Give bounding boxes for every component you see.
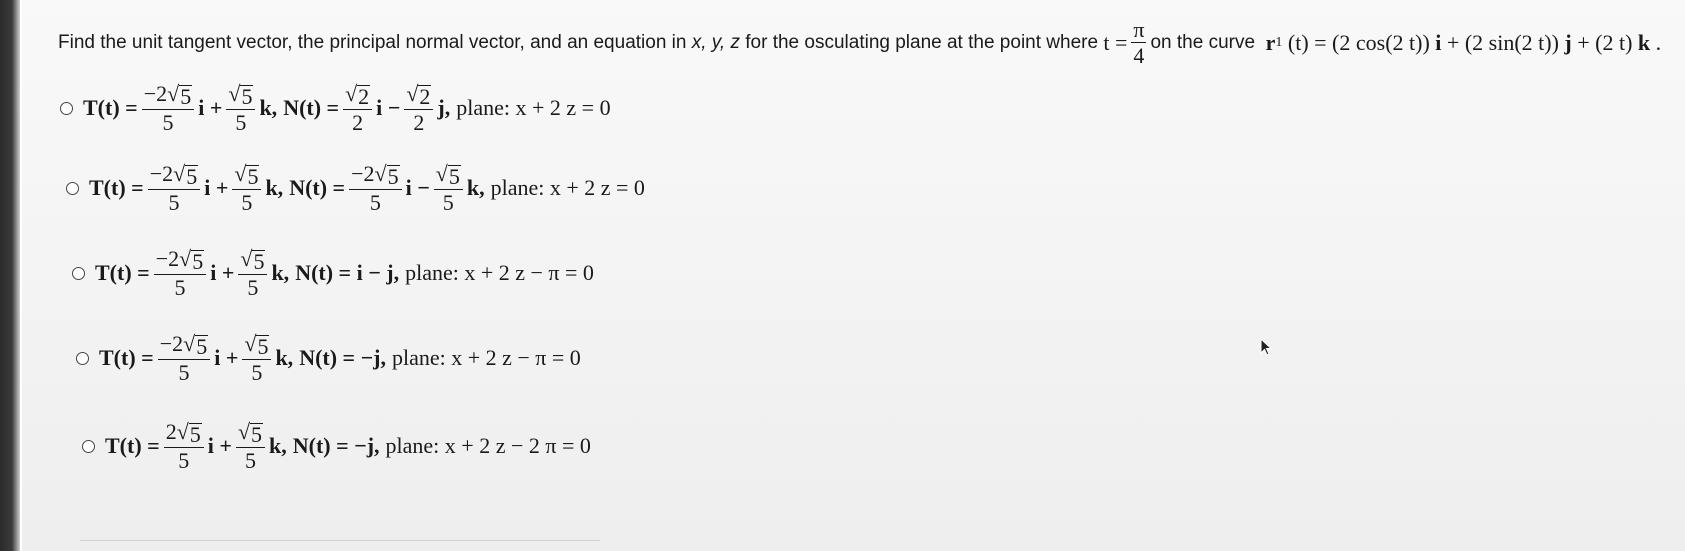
t-k: k,	[271, 260, 290, 286]
plane-equation: plane: x + 2 z − π = 0	[391, 345, 581, 371]
t-i: i +	[204, 175, 229, 201]
radicand: 5	[253, 249, 265, 274]
curve-sub: 1	[1275, 34, 1283, 50]
question-lead: Find the unit tangent vector, the principal normal vector, and an equation in	[58, 31, 687, 53]
n-vector: N(t) = −j,	[299, 345, 386, 371]
curve-expr-1: (t) = (2 cos(2 t))	[1287, 29, 1430, 55]
t-label: T(t) =	[83, 95, 138, 121]
answer-option-3[interactable]	[72, 247, 594, 299]
answer-option-5[interactable]	[82, 420, 591, 472]
denominator: 5	[244, 448, 256, 473]
curve-period: .	[1655, 29, 1662, 55]
denominator: 5	[251, 360, 263, 385]
radicand: 5	[251, 422, 263, 447]
denominator: 5	[162, 110, 174, 135]
denominator: 2	[352, 110, 364, 135]
radicand: 5	[247, 164, 259, 189]
answer-option-1[interactable]	[60, 82, 611, 134]
t-num: π	[1133, 17, 1145, 42]
radicand: 5	[186, 164, 198, 189]
question-curve-text: on the curve	[1150, 31, 1256, 53]
denominator: 5	[174, 275, 186, 300]
coef: −2	[155, 246, 180, 271]
t-label: T(t) =	[95, 260, 150, 286]
radicand: 5	[241, 84, 253, 109]
coef: −2	[143, 81, 168, 106]
t-k: k,	[269, 433, 287, 459]
question-middle: for the osculating plane at the point where	[745, 31, 1099, 53]
t-eq: t =	[1103, 29, 1128, 55]
radicand: 5	[189, 422, 201, 447]
denominator: 5	[241, 190, 253, 215]
denominator: 5	[247, 275, 259, 300]
mouse-pointer-icon	[1260, 338, 1274, 358]
radicand: 5	[180, 84, 192, 109]
n-label: N(t) =	[289, 175, 346, 201]
radicand: 2	[419, 84, 431, 109]
screen-bezel	[0, 0, 20, 551]
radicand: 2	[358, 84, 370, 109]
coef: 2	[165, 419, 177, 444]
n-vector: N(t) = i − j,	[295, 260, 400, 286]
curve-j: j	[1564, 29, 1572, 55]
t-den: 4	[1133, 43, 1145, 69]
radio-unselected-icon[interactable]	[76, 352, 89, 365]
t-frac-1: −2 √ 5 5	[154, 247, 207, 299]
radio-unselected-icon[interactable]	[60, 102, 73, 115]
coef: −2	[351, 161, 375, 186]
radicand: 5	[387, 164, 399, 189]
t-value	[1103, 18, 1150, 67]
n-label: N(t) =	[283, 95, 340, 121]
curve-expr-2: + (2 sin(2 t))	[1446, 29, 1559, 55]
n-frac-1: −2 √ 5 5	[349, 162, 402, 214]
coef: −2	[159, 331, 184, 356]
curve-equation	[1266, 30, 1662, 56]
t-frac-1: −2 √ 5 5	[148, 162, 201, 214]
curve-i: i	[1435, 29, 1442, 55]
plane-equation: plane: x + 2 z − 2 π = 0	[385, 433, 591, 459]
radicand: 5	[192, 249, 204, 274]
t-k: k,	[259, 95, 278, 121]
t-i: i +	[207, 433, 232, 459]
divider	[80, 540, 600, 541]
radio-unselected-icon[interactable]	[72, 267, 85, 280]
t-frac-1: −2 √ 5 5	[158, 332, 211, 384]
plane-equation: plane: x + 2 z = 0	[490, 175, 645, 201]
denominator: 5	[178, 360, 190, 385]
t-i: i +	[198, 95, 223, 121]
t-frac-2: √ 5 5	[232, 162, 261, 214]
denominator: 5	[178, 448, 190, 473]
t-frac-2: √ 5 5	[242, 332, 271, 384]
n-frac-2: √ 2 2	[404, 82, 433, 134]
question-text	[58, 18, 1668, 67]
denominator: 5	[369, 190, 381, 215]
question-vars: x, y, z	[691, 31, 740, 53]
t-label: T(t) =	[99, 345, 154, 371]
n-frac-2: √ 5 5	[434, 162, 463, 214]
t-k: k,	[275, 345, 294, 371]
radicand: 5	[257, 334, 269, 359]
n-frac-1: √ 2 2	[343, 82, 372, 134]
n-end: k,	[466, 175, 485, 201]
t-label: T(t) =	[89, 175, 144, 201]
t-fraction	[1131, 18, 1146, 67]
t-k: k,	[265, 175, 284, 201]
t-label: T(t) =	[105, 433, 160, 459]
curve-expr-3: + (2 t)	[1577, 29, 1633, 55]
t-frac-2: √ 5 5	[238, 247, 267, 299]
radio-unselected-icon[interactable]	[66, 182, 79, 195]
denominator: 5	[235, 110, 247, 135]
n-mid: i −	[405, 175, 430, 201]
radicand: 5	[448, 164, 460, 189]
n-mid: i −	[376, 95, 401, 121]
t-frac-2: √ 5 5	[236, 420, 265, 472]
denominator: 2	[413, 110, 425, 135]
t-i: i +	[214, 345, 239, 371]
plane-equation: plane: x + 2 z = 0	[456, 95, 611, 121]
t-frac-1: −2 √ 5 5	[142, 82, 195, 134]
n-end: j,	[437, 95, 451, 121]
answer-option-4[interactable]	[76, 332, 581, 384]
t-i: i +	[210, 260, 235, 286]
t-frac-2: √ 5 5	[226, 82, 255, 134]
t-frac-1: 2 √ 5 5	[164, 420, 204, 472]
radio-unselected-icon[interactable]	[82, 440, 95, 453]
n-vector: N(t) = −j,	[292, 433, 380, 459]
curve-name: r	[1265, 29, 1276, 55]
coef: −2	[149, 161, 174, 186]
denominator: 5	[168, 190, 180, 215]
plane-equation: plane: x + 2 z − π = 0	[405, 260, 594, 286]
denominator: 5	[442, 190, 454, 215]
curve-k: k	[1637, 29, 1651, 55]
answer-option-2[interactable]	[66, 162, 645, 214]
radicand: 5	[196, 334, 208, 359]
